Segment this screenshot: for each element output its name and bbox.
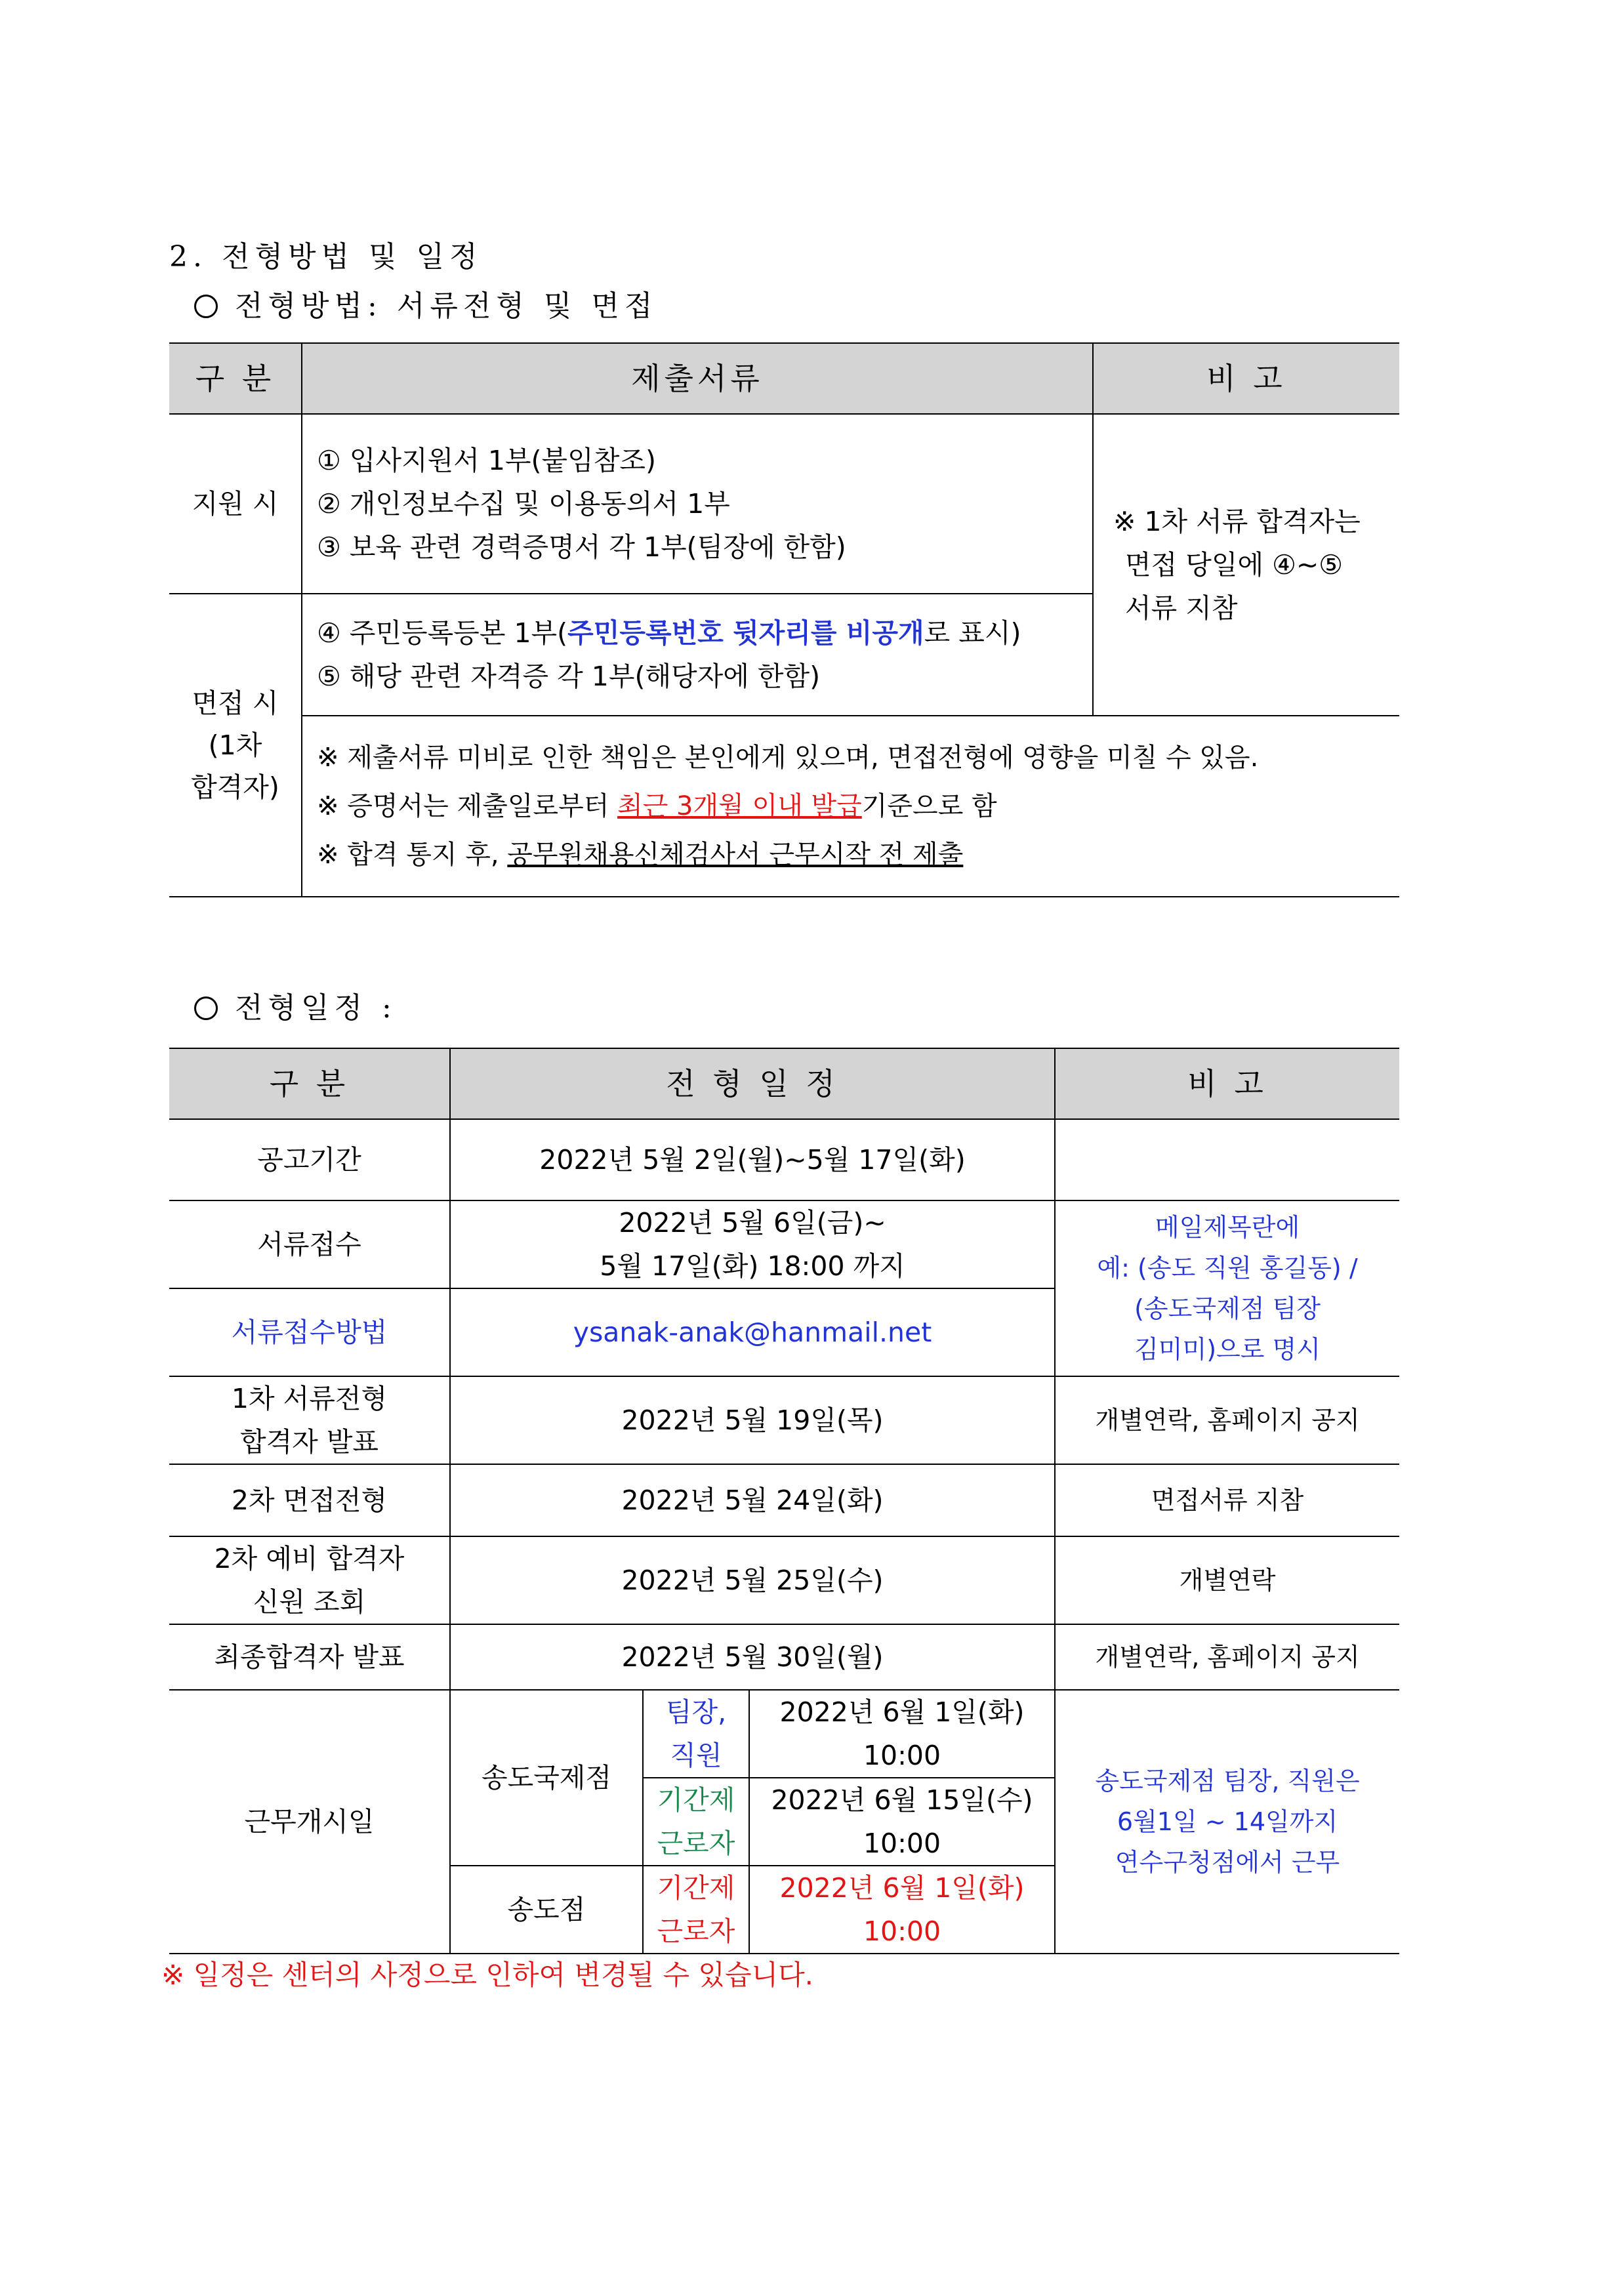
circle-bullet-icon: [194, 996, 218, 1020]
apply-label: 지원 시: [169, 414, 302, 594]
schedule-heading: [194, 984, 397, 1026]
header-schedule: 전 형 일 정: [450, 1048, 1055, 1119]
documents-table: [169, 342, 1399, 897]
circle-bullet-icon: [194, 295, 218, 318]
note-line: ※ 합격 통지 후, 공무원채용신체검사서 근무시작 전 제출: [317, 840, 964, 870]
recent-issue-emphasis: 최근 3개월 이내 발급: [617, 791, 862, 821]
table-row: 서류접수 2022년 5월 6일(금)~ 5월 17일(화) 18:00 까지 메일제목란에 예: (송도 직원 홍길동) / (송도국제점 팀장 김미미)으로 명시: [169, 1200, 1399, 1288]
table-row: 최종합격자 발표 2022년 5월 30일(월) 개별연락, 홈페이지 공지: [169, 1624, 1399, 1690]
branch-songdo: 송도점: [450, 1866, 643, 1954]
list-item: ④ 주민등록등본 1부(주민등록번호 뒷자리를 비공개로 표시): [317, 617, 1021, 649]
table-row: 2차 면접전형 2022년 5월 24일(화) 면접서류 지참: [169, 1464, 1399, 1536]
email-address: ysanak-anak@hanmail.net: [450, 1288, 1055, 1376]
table-row: 2차 예비 합격자 신원 조회 2022년 5월 25일(수) 개별연락: [169, 1536, 1399, 1624]
section-title: 2. 전형방법 및 일정: [169, 240, 483, 274]
note-line: ※ 증명서는 제출일로부터 최근 3개월 이내 발급기준으로 함: [317, 791, 997, 821]
remark-line: 면접 당일에 ④~⑤: [1125, 549, 1343, 581]
schedule-change-note: ※ 일정은 센터의 사정으로 인하여 변경될 수 있습니다.: [161, 1959, 814, 1991]
header-category: 구 분: [169, 1048, 450, 1119]
interview-label: 면접 시 (1차 합격자): [169, 594, 302, 897]
health-check-emphasis: 공무원채용신체검사서 근무시작 전 제출: [507, 840, 964, 870]
schedule-label: 전형일정 :: [235, 991, 397, 1025]
mail-subject-remark: 메일제목란에 예: (송도 직원 홍길동) / (송도국제점 팀장 김미미)으로 명시: [1055, 1200, 1399, 1376]
header-category: 구 분: [169, 343, 302, 414]
schedule-header-row: [169, 1048, 1399, 1119]
work-start-row: 기간제 근로자 2022년 6월 15일(수) 10:00: [169, 1778, 1399, 1866]
work-start-row: 근무개시일 송도국제점 팀장, 직원 2022년 6월 1일(화) 10:00 송도국제점 팀장, 직원은 6월1일 ~ 14일까지 연수구청점에서 근무: [169, 1690, 1399, 1778]
list-item: ③ 보육 관련 경력증명서 각 1부(팀장에 한함): [317, 531, 846, 563]
documents-header-row: [169, 343, 1399, 414]
list-item: ① 입사지원서 1부(붙임참조): [317, 445, 656, 476]
apply-row: [169, 414, 1399, 594]
header-documents: 제출서류: [302, 343, 1093, 414]
remark-line: ※ 1차 서류 합격자는: [1113, 506, 1361, 537]
work-start-label: 근무개시일: [169, 1690, 450, 1954]
header-remarks: 비 고: [1055, 1048, 1399, 1119]
list-item: ⑤ 해당 관련 자격증 각 1부(해당자에 한함): [317, 661, 821, 692]
table-row: 서류접수방법 ysanak-anak@hanmail.net: [169, 1288, 1399, 1376]
header-remarks: 비 고: [1093, 343, 1399, 414]
list-item: ② 개인정보수집 및 이용동의서 1부: [317, 488, 730, 520]
branch-songdo-international: 송도국제점: [450, 1690, 643, 1866]
interview-documents: [302, 594, 1093, 716]
apply-documents: [302, 414, 1093, 594]
work-start-row: 송도점 기간제 근로자 2022년 6월 1일(화) 10:00: [169, 1866, 1399, 1954]
schedule-table: [169, 1048, 1399, 1954]
submission-notes: [302, 716, 1399, 897]
notes-row: [169, 716, 1399, 897]
table-row: 1차 서류전형 합격자 발표 2022년 5월 19일(목) 개별연락, 홈페이지 공지: [169, 1376, 1399, 1464]
work-start-remark: 송도국제점 팀장, 직원은 6월1일 ~ 14일까지 연수구청점에서 근무: [1055, 1690, 1399, 1954]
method-label: 전형방법: 서류전형 및 면접: [235, 289, 658, 323]
method-heading: [194, 282, 657, 324]
remark-line: 서류 지참: [1125, 592, 1238, 624]
documents-remark: [1093, 414, 1399, 716]
resident-number-emphasis: 주민등록번호 뒷자리를 비공개: [567, 617, 924, 649]
table-row: 공고기간 2022년 5월 2일(월)~5월 17일(화): [169, 1119, 1399, 1200]
note-line: ※ 제출서류 미비로 인한 책임은 본인에게 있으며, 면접전형에 영향을 미칠 수 있음.: [317, 743, 1259, 773]
